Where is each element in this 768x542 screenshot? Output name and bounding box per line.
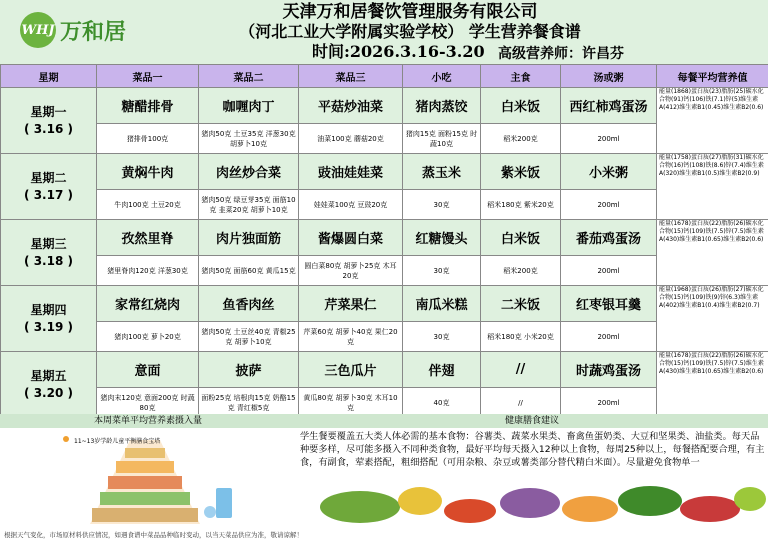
ingredient-text: 40克 <box>403 388 481 418</box>
healthy-diet-title: 健康膳食建议 <box>504 416 559 426</box>
dish-name: 猪肉蒸饺 <box>403 88 481 124</box>
footnote: 根据天气变化，市场原材料供应情况，如遇食谱中菜品品种临时变动，以当天菜品供应为准，敬请谅解！ <box>4 531 303 539</box>
logo-mark: WHJ <box>20 12 56 48</box>
ingredient-text: 猪排骨100克 <box>97 124 199 154</box>
nutrition-value: 能量(1968)蛋白质(26)脂肪(27)碳水化合物(15)钙(109)铁(9)锌(6.3)维生素A(402)维生素B1(0.4)维生素B2(0.7) <box>657 286 768 352</box>
dish-name: 伴翅 <box>403 352 481 388</box>
dish-name: 番茄鸡蛋汤 <box>561 220 657 256</box>
nutritionist: 高级营养师：许昌芬 <box>498 46 624 62</box>
ingredient-text: 稻米200克 <box>481 124 561 154</box>
day-date: ( 3.16 ) <box>24 121 73 136</box>
dish-name: 蒸玉米 <box>403 154 481 190</box>
nutrition-value: 能量(1758)蛋白质(27)脂肪(31)碳水化合物(16)钙(108)铁(8.6)锌(7.4)维生素A(320)维生素B1(0.5)维生素B2(0.9) <box>657 154 768 220</box>
nutrition-value: 能量(1678)蛋白质(22)脂肪(26)碳水化合物(15)钙(109)铁(7.5)锌(7.5)维生素A(430)维生素B1(0.65)维生素B2(0.6) <box>657 220 768 286</box>
ingredient-text: 油菜100克 蘑菇20克 <box>299 124 403 154</box>
ingredient-text: 200ml <box>561 388 657 418</box>
dish-row <box>1 352 768 388</box>
ingredient-text: 猪肉50克 绿豆芽35克 面筋10克 韭菜20克 胡萝卜10克 <box>199 190 299 220</box>
pyramid-title: 11~13岁学龄儿童平衡膳食宝塔 <box>74 438 161 445</box>
dish-name: 糖醋排骨 <box>97 88 199 124</box>
school-title: （河北工业大学附属实验学校） 学生营养餐食谱 <box>239 22 581 41</box>
vegetables-image <box>300 471 766 527</box>
ingredient-text: 稻米180克 小米20克 <box>481 322 561 352</box>
header-row <box>1 65 768 88</box>
col-header-nutrition: 每餐平均营养值 <box>657 65 768 88</box>
dish-name: 披萨 <box>199 352 299 388</box>
day-date: ( 3.18 ) <box>24 253 73 268</box>
ingredient-text: 稻米200克 <box>481 256 561 286</box>
ingredient-text: 猪肉15克 面粉15克 时蔬10克 <box>403 124 481 154</box>
ingredient-text: 200ml <box>561 190 657 220</box>
dish-name: 平菇炒油菜 <box>299 88 403 124</box>
ingredient-text: 娃娃菜100克 豆豉20克 <box>299 190 403 220</box>
dish-name: 孜然里脊 <box>97 220 199 256</box>
company-title: 天津万和居餐饮管理服务有限公司 <box>282 2 538 22</box>
dish-name: 西红柿鸡蛋汤 <box>561 88 657 124</box>
ingredient-text: 猪肉末120克 意面200克 时蔬80克 <box>97 388 199 418</box>
food-pyramid-image <box>0 428 296 526</box>
dish-name: 家常红烧肉 <box>97 286 199 322</box>
ingredient-row <box>1 256 768 286</box>
day-date: ( 3.19 ) <box>24 319 73 334</box>
dish-name: 南瓜米糕 <box>403 286 481 322</box>
ingredient-text: 200ml <box>561 322 657 352</box>
ingredient-text: 200ml <box>561 124 657 154</box>
dish-row <box>1 88 768 124</box>
col-header-dish1: 菜品一 <box>97 65 199 88</box>
dish-name: 白米饭 <box>481 220 561 256</box>
col-header-dish3: 菜品三 <box>299 65 403 88</box>
ingredient-text: // <box>481 388 561 418</box>
menu-table <box>0 64 768 418</box>
day-name: 星期三 <box>30 236 67 251</box>
ingredient-text: 猪肉100克 萝卜20克 <box>97 322 199 352</box>
day-name: 星期二 <box>30 170 67 185</box>
ingredient-text: 30克 <box>403 322 481 352</box>
day-cell <box>1 352 97 418</box>
dish-name: 白米饭 <box>481 88 561 124</box>
dish-name: // <box>481 352 561 388</box>
ingredient-text: 稻米180克 紫米20克 <box>481 190 561 220</box>
dish-name: 芹菜果仁 <box>299 286 403 322</box>
col-header-dish2: 菜品二 <box>199 65 299 88</box>
col-header-day: 星期 <box>1 65 97 88</box>
day-cell <box>1 220 97 286</box>
dish-name: 肉片独面筋 <box>199 220 299 256</box>
ingredient-text: 圆白菜80克 胡萝卜25克 木耳20克 <box>299 256 403 286</box>
ingredient-text: 牛肉100克 土豆20克 <box>97 190 199 220</box>
ingredient-text: 猪肉50克 土豆35克 洋葱30克 胡萝卜10克 <box>199 124 299 154</box>
diet-advice: 学生餐要覆盖五大类人体必需的基本食物：谷薯类、蔬菜水果类、畜禽鱼蛋奶类、大豆和坚果类、油盐类。每天品种要多样，尽可能多摄入不同种类食物，最好平均每天摄入12种以上食物，每周25种以上，每餐搭配要合理，有主食，有副食，荤素搭配，粗细搭配（可用杂粮、杂豆或薯类部分替代精白米面）。尽量避免食物单一 <box>300 431 765 468</box>
ingredient-row <box>1 124 768 154</box>
ingredient-text: 猪肉50克 土豆丝40克 青椒25克 胡萝卜10克 <box>199 322 299 352</box>
ingredient-text: 面粉25克 培根肉15克 奶酪15克 青红椒5克 <box>199 388 299 418</box>
dish-name: 小米粥 <box>561 154 657 190</box>
bottom-bar <box>0 414 768 428</box>
day-cell <box>1 154 97 220</box>
nutrient-intake-title: 本周菜单平均营养素摄入量 <box>93 416 202 426</box>
day-date: ( 3.17 ) <box>24 187 73 202</box>
dish-name: 时蔬鸡蛋汤 <box>561 352 657 388</box>
dish-name: 豉油娃娃菜 <box>299 154 403 190</box>
col-header-soup: 汤或粥 <box>561 65 657 88</box>
ingredient-text: 200ml <box>561 256 657 286</box>
dish-row <box>1 154 768 190</box>
dish-name: 二米饭 <box>481 286 561 322</box>
col-header-staple: 主食 <box>481 65 561 88</box>
day-date: ( 3.20 ) <box>24 385 73 400</box>
ingredient-text: 猪肉50克 面筋60克 黄瓜15克 <box>199 256 299 286</box>
dish-row <box>1 220 768 256</box>
dish-name: 咖喱肉丁 <box>199 88 299 124</box>
nutrition-value: 能量(1678)蛋白质(22)脂肪(26)碳水化合物(15)钙(109)铁(7.5)锌(7.5)维生素A(430)维生素B1(0.65)维生素B2(0.6) <box>657 352 768 418</box>
day-name: 星期一 <box>30 104 67 119</box>
dish-name: 黄焖牛肉 <box>97 154 199 190</box>
ingredient-text: 黄瓜80克 胡萝卜30克 木耳10克 <box>299 388 403 418</box>
dish-name: 红糖馒头 <box>403 220 481 256</box>
dish-name: 红枣银耳羹 <box>561 286 657 322</box>
col-header-snack: 小吃 <box>403 65 481 88</box>
ingredient-row <box>1 388 768 418</box>
dish-name: 酱爆圆白菜 <box>299 220 403 256</box>
ingredient-text: 猪里脊肉120克 洋葱30克 <box>97 256 199 286</box>
dish-name: 三色瓜片 <box>299 352 403 388</box>
nutrition-value: 能量(1868)蛋白质(23)脂肪(25)碳水化合物(91)钙(106)铁(7.1)锌(5)维生素A(412)维生素B1(0.45)维生素B2(0.6) <box>657 88 768 154</box>
dish-name: 鱼香肉丝 <box>199 286 299 322</box>
day-name: 星期五 <box>30 368 67 383</box>
dish-name: 意面 <box>97 352 199 388</box>
day-cell <box>1 88 97 154</box>
header <box>0 0 768 64</box>
ingredient-text: 芹菜60克 胡萝卜40克 果仁20克 <box>299 322 403 352</box>
day-cell <box>1 286 97 352</box>
dish-name: 肉丝炒合菜 <box>199 154 299 190</box>
ingredient-text: 30克 <box>403 190 481 220</box>
logo <box>20 12 126 48</box>
ingredient-row <box>1 190 768 220</box>
ingredient-text: 30克 <box>403 256 481 286</box>
dish-row <box>1 286 768 322</box>
day-name: 星期四 <box>30 302 67 317</box>
date-range: 时间:2026.3.16-3.20 <box>312 42 485 61</box>
dish-name: 紫米饭 <box>481 154 561 190</box>
ingredient-row <box>1 322 768 352</box>
vegetables-illustration <box>300 471 766 527</box>
logo-text: 万和居 <box>60 18 127 45</box>
